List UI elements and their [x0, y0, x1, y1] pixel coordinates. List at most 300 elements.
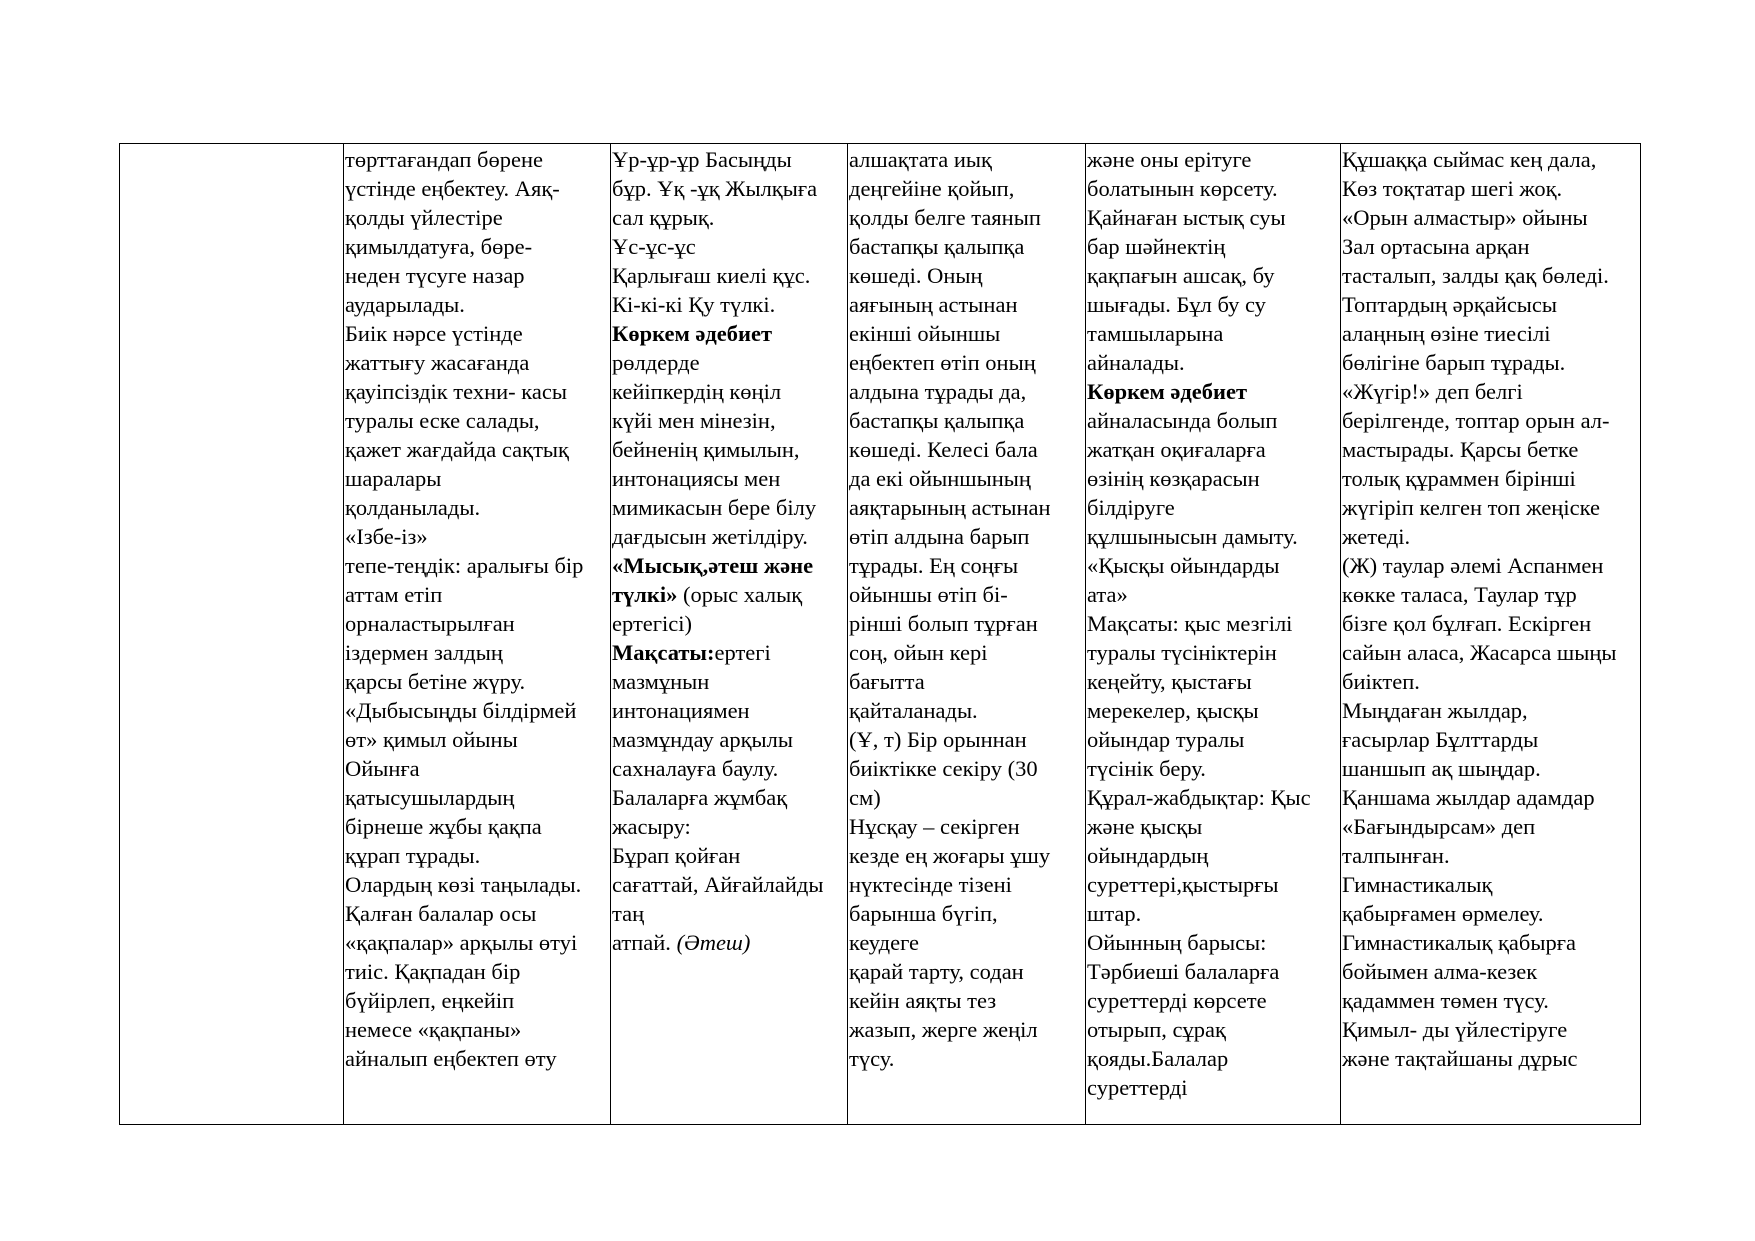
cell-text-line [612, 812, 847, 841]
cell-text-line [345, 870, 610, 899]
text-segment: қолды белге таянып [849, 205, 1041, 230]
text-segment: мазмұндау арқылы [612, 727, 793, 752]
cell-text-line [1087, 174, 1340, 203]
text-segment: қақпағын ашсақ, бу [1087, 263, 1275, 288]
text-segment: Қимыл- ды үйлестіруге [1342, 1017, 1568, 1042]
text-segment: айналып еңбектеп өту [345, 1046, 557, 1071]
cell-text-line [612, 609, 847, 638]
text-segment: қолданылады. [345, 495, 481, 520]
cell-text-line [612, 377, 847, 406]
cell-text-line [1342, 696, 1640, 725]
cell-text-line [1087, 928, 1340, 957]
cell-text-line [1342, 841, 1640, 870]
cell-text-line [1342, 290, 1640, 319]
text-segment: мазмұнын [612, 669, 710, 694]
text-segment: Құрал-жабдықтар: Қыс [1087, 785, 1311, 810]
text-segment: атпай. [612, 930, 677, 955]
text-segment: бірнеше жұбы қақпа [345, 814, 542, 839]
text-segment: күйі мен мінезін, [612, 408, 776, 433]
text-segment: «Бағындырсам» деп [1342, 814, 1536, 839]
table-column-2 [343, 144, 610, 1124]
cell-text-line [1342, 406, 1640, 435]
cell-text-line [1342, 638, 1640, 667]
cell-text-line [1087, 464, 1340, 493]
cell-text-line [1342, 870, 1640, 899]
text-segment: айналады. [1087, 350, 1185, 375]
text-segment: екінші ойыншы [849, 321, 1001, 346]
text-segment: тасталып, залды қақ бөледі. [1342, 263, 1609, 288]
cell-text-line [849, 1015, 1085, 1044]
cell-text-line [849, 174, 1085, 203]
cell-text-line [612, 841, 847, 870]
cell-text-line [612, 406, 847, 435]
cell-text-line [1342, 609, 1640, 638]
cell-text-line [345, 493, 610, 522]
cell-text-line [849, 551, 1085, 580]
cell-text-line [1087, 725, 1340, 754]
text-segment: тамшыларына [1087, 321, 1224, 346]
bold-text: Көркем әдебиет [612, 321, 773, 346]
text-segment: ойындардың [1087, 843, 1209, 868]
text-segment: Кі-кі-кі Қу түлкі. [612, 292, 776, 317]
text-segment: бізге қол бұлғап. Ескірген [1342, 611, 1592, 636]
text-segment: штар. [1087, 901, 1142, 926]
text-segment: қадаммен төмен түсу. [1342, 988, 1549, 1013]
text-segment: қарай тарту, содан [849, 959, 1024, 984]
cell-text-line [1087, 406, 1340, 435]
text-segment: және оны ерітуге [1087, 147, 1252, 172]
cell-text-line [345, 986, 610, 1015]
text-segment: жетеді. [1342, 524, 1411, 549]
text-segment: Мақсаты: қыс мезгілі [1087, 611, 1293, 636]
cell-text-line [1342, 377, 1640, 406]
cell-text-line [1087, 203, 1340, 232]
cell-text-line [345, 319, 610, 348]
text-segment: Гимнастикалық қабырға [1342, 930, 1576, 955]
text-segment: туралы түсініктерін [1087, 640, 1277, 665]
cell-text-line [612, 145, 847, 174]
cell-text-line [1342, 261, 1640, 290]
cell-text-line [849, 783, 1085, 812]
bold-text: Көркем әдебиет [1087, 379, 1248, 404]
text-segment: ертегісі) [612, 611, 692, 636]
cell-text-line [1342, 754, 1640, 783]
cell-text-line [1342, 1044, 1640, 1073]
text-segment: Биік нәрсе үстінде [345, 321, 523, 346]
cell-text-line [1342, 1015, 1640, 1044]
cell-text-line [1087, 522, 1340, 551]
text-segment: аяқтарының астынан [849, 495, 1051, 520]
cell-text-line [345, 957, 610, 986]
cell-text-line [849, 232, 1085, 261]
cell-text-line [849, 377, 1085, 406]
cell-text-line [849, 203, 1085, 232]
text-segment: Ұс-ұс-ұс [612, 234, 696, 259]
cell-text-line [612, 261, 847, 290]
text-segment: көшеді. Оның [849, 263, 983, 288]
text-segment: берілгенде, топтар орын ал- [1342, 408, 1610, 433]
cell-text-line [345, 290, 610, 319]
cell-text-line [1342, 174, 1640, 203]
text-segment: кеудеге [849, 930, 919, 955]
text-segment: немесе «қақпаны» [345, 1017, 522, 1042]
cell-text-line [849, 841, 1085, 870]
text-segment: бастапқы қалыпқа [849, 234, 1025, 259]
text-segment: барынша бүгіп, [849, 901, 998, 926]
cell-text-line [1342, 493, 1640, 522]
cell-text-line [345, 580, 610, 609]
cell-text-line [849, 986, 1085, 1015]
cell-text-line [345, 783, 610, 812]
cell-text-line [849, 464, 1085, 493]
cell-text-line [1087, 986, 1340, 1015]
cell-text-line [1087, 609, 1340, 638]
cell-text-line [345, 667, 610, 696]
table-column-5 [1085, 144, 1340, 1124]
cell-text-line [612, 435, 847, 464]
cell-text-line [612, 319, 847, 348]
cell-text-line [1087, 696, 1340, 725]
cell-text-line [345, 203, 610, 232]
text-segment: Олардың көзі таңылады. [345, 872, 582, 897]
cell-text-line [1342, 899, 1640, 928]
cell-text-line [849, 493, 1085, 522]
text-segment: тұрады. Ең соңғы [849, 553, 1019, 578]
cell-text-line [1087, 783, 1340, 812]
text-segment: туралы еске салады, [345, 408, 540, 433]
cell-text-line [345, 174, 610, 203]
text-segment: нүктесінде тізені [849, 872, 1012, 897]
cell-text-line [1342, 464, 1640, 493]
text-segment: үстінде еңбектеу. Аяқ- [345, 176, 560, 201]
text-segment: қауіпсіздік техни- касы [345, 379, 567, 404]
text-segment: сал құрық. [612, 205, 715, 230]
cell-text-line [849, 580, 1085, 609]
cell-text-line [1342, 725, 1640, 754]
text-segment: отырып, сұрақ [1087, 1017, 1226, 1042]
cell-text-line [612, 580, 847, 609]
text-segment: орналастырылған [345, 611, 515, 636]
cell-text-line [1087, 638, 1340, 667]
text-segment: төрттағандап бөрене [345, 147, 543, 172]
cell-text-line [1087, 870, 1340, 899]
text-segment: алдына тұрады да, [849, 379, 1027, 404]
cell-text-line [1342, 319, 1640, 348]
cell-text-line [849, 522, 1085, 551]
cell-text-line [345, 609, 610, 638]
text-segment: түсінік беру. [1087, 756, 1206, 781]
cell-text-line [1087, 1073, 1340, 1102]
text-segment: ойындар туралы [1087, 727, 1245, 752]
cell-text-line [612, 232, 847, 261]
text-segment: суреттерді [1087, 1075, 1188, 1100]
cell-text-line [1342, 551, 1640, 580]
text-segment: көшеді. Келесі бала [849, 437, 1038, 462]
cell-text-line [849, 609, 1085, 638]
cell-text-line [849, 1044, 1085, 1073]
cell-text-line [849, 261, 1085, 290]
text-segment: өзінің көзқарасын [1087, 466, 1260, 491]
cell-text-line [612, 464, 847, 493]
text-segment: соң, ойын кері [849, 640, 988, 665]
text-segment: сағаттай, Айғайлайды [612, 872, 824, 897]
text-segment: қояды.Балалар [1087, 1046, 1229, 1071]
cell-text-line [345, 754, 610, 783]
text-segment: ғасырлар Бұлттарды [1342, 727, 1539, 752]
cell-text-line [345, 464, 610, 493]
text-segment: Топтардың әрқайсысы [1342, 292, 1558, 317]
cell-text-line [1342, 348, 1640, 377]
text-segment: см) [849, 785, 881, 810]
text-segment: жатқан оқиғаларға [1087, 437, 1266, 462]
text-segment: аттам етіп [345, 582, 443, 607]
cell-text-line [1087, 377, 1340, 406]
text-segment: қолды үйлестіре [345, 205, 503, 230]
text-segment: неден түсуге назар [345, 263, 525, 288]
cell-text-line [849, 638, 1085, 667]
text-segment: «Дыбысыңды білдірмей [345, 698, 577, 723]
text-segment: кезде ең жоғары ұшу [849, 843, 1051, 868]
text-segment: қажет жағдайда сақтық [345, 437, 569, 462]
cell-text-line [849, 696, 1085, 725]
cell-text-line [345, 841, 610, 870]
text-segment: алаңның өзіне тиесілі [1342, 321, 1551, 346]
cell-text-line [1087, 232, 1340, 261]
cell-text-line [345, 1044, 610, 1073]
text-segment: кеңейту, қыстағы [1087, 669, 1252, 694]
cell-text-line [849, 667, 1085, 696]
text-segment: шаншып ақ шыңдар. [1342, 756, 1541, 781]
cell-text-line [612, 348, 847, 377]
text-segment: қатысушылардың [345, 785, 515, 810]
cell-text-line [345, 899, 610, 928]
text-segment: қабырғамен өрмелеу. [1342, 901, 1544, 926]
text-segment: Қайнаған ыстық суы [1087, 205, 1286, 230]
text-segment: Мыңдаған жылдар, [1342, 698, 1528, 723]
text-segment: қимылдатуға, бөре- [345, 234, 533, 259]
cell-text-line [1342, 986, 1640, 1015]
cell-text-line [1087, 899, 1340, 928]
text-segment: да екі ойыншының [849, 466, 1031, 491]
text-segment: «Ізбе-із» [345, 524, 428, 549]
text-segment: «Орын алмастыр» ойыны [1342, 205, 1588, 230]
text-segment: биіктікке секіру (30 [849, 756, 1038, 781]
text-segment: білдіруге [1087, 495, 1175, 520]
cell-text-line [1087, 551, 1340, 580]
text-segment: айналасында болып [1087, 408, 1278, 433]
cell-text-line [345, 812, 610, 841]
text-segment: «қақпалар» арқылы өтуі [345, 930, 578, 955]
bold-text: Мақсаты: [612, 640, 715, 665]
cell-text-line [1087, 1015, 1340, 1044]
text-segment: Ұр-ұр-ұр Басыңды [612, 147, 792, 172]
cell-text-line [612, 696, 847, 725]
cell-text-line [849, 348, 1085, 377]
cell-text-line [1342, 928, 1640, 957]
text-segment: Қаншама жылдар адамдар [1342, 785, 1595, 810]
cell-text-line [1342, 957, 1640, 986]
text-segment: шығады. Бұл бу су [1087, 292, 1266, 317]
text-segment: өт» қимыл ойыны [345, 727, 518, 752]
cell-text-line [1342, 232, 1640, 261]
cell-text-line [1087, 435, 1340, 464]
text-segment: жасыру: [612, 814, 691, 839]
cell-text-line [1087, 493, 1340, 522]
cell-text-line [1087, 145, 1340, 174]
cell-text-line [345, 638, 610, 667]
text-segment: бұр. Ұқ -ұқ Жылқыға [612, 176, 818, 201]
cell-text-line [345, 145, 610, 174]
text-segment: қарсы бетіне жүру. [345, 669, 526, 694]
text-segment: дағдысын жетілдіру. [612, 524, 808, 549]
text-segment: Гимнастикалық [1342, 872, 1493, 897]
cell-text-line [612, 725, 847, 754]
bold-text: түлкі» [612, 582, 678, 607]
cell-text-line [849, 957, 1085, 986]
text-segment: Нұсқау – секірген [849, 814, 1020, 839]
text-segment: интонациямен [612, 698, 750, 723]
text-segment: бастапқы қалыпқа [849, 408, 1025, 433]
text-segment: Бұрап қойған [612, 843, 741, 868]
text-segment: жаттығу жасағанда [345, 350, 530, 375]
cell-text-line [345, 551, 610, 580]
cell-text-line [849, 319, 1085, 348]
cell-text-line [612, 290, 847, 319]
cell-text-line [849, 899, 1085, 928]
text-segment: суреттері,қыстырғы [1087, 872, 1279, 897]
cell-text-line [1342, 522, 1640, 551]
cell-text-line [1342, 435, 1640, 464]
cell-text-line [345, 1015, 610, 1044]
cell-text-line [1087, 957, 1340, 986]
text-segment: құрап тұрады. [345, 843, 481, 868]
cell-text-line [1342, 667, 1640, 696]
text-segment: (орыс халық [677, 582, 803, 607]
text-segment: және қысқы [1087, 814, 1203, 839]
cell-text-line [849, 290, 1085, 319]
cell-text-line [1342, 783, 1640, 812]
table-column-4 [847, 144, 1085, 1124]
cell-text-line [1087, 667, 1340, 696]
cell-text-line [345, 522, 610, 551]
text-segment: аударылады. [345, 292, 465, 317]
bold-text: «Мысық,әтеш және [612, 553, 814, 578]
cell-text-line [1342, 145, 1640, 174]
cell-text-line [345, 261, 610, 290]
text-segment: шаралары [345, 466, 442, 491]
cell-text-line [345, 928, 610, 957]
text-segment: бейненің қимылын, [612, 437, 800, 462]
text-segment: еңбектеп өтіп оның [849, 350, 1036, 375]
cell-text-line [345, 725, 610, 754]
text-segment: ата» [1087, 582, 1128, 607]
cell-text-line [612, 928, 847, 957]
cell-text-line [849, 145, 1085, 174]
text-segment: кейіпкердің көңіл [612, 379, 782, 404]
text-segment: Қарлығаш киелі құс. [612, 263, 811, 288]
cell-text-line [1087, 1044, 1340, 1073]
text-segment: Тәрбиеші балаларға [1087, 959, 1280, 984]
text-segment: деңгейіне қойып, [849, 176, 1015, 201]
text-segment: ойыншы өтіп бі- [849, 582, 1008, 607]
text-segment: қайталанады. [849, 698, 978, 723]
text-segment: толық құраммен бірінші [1342, 466, 1576, 491]
text-segment: іздермен залдың [345, 640, 503, 665]
text-segment: құлшынысын дамыту. [1087, 524, 1298, 549]
text-segment: жазып, жерге жеңіл [849, 1017, 1038, 1042]
text-segment: мастырады. Қарсы бетке [1342, 437, 1579, 462]
text-segment: Ойынның барысы: [1087, 930, 1267, 955]
cell-text-line [1087, 812, 1340, 841]
text-segment: тиіс. Қақпадан бір [345, 959, 521, 984]
cell-text-line [345, 406, 610, 435]
cell-text-line [612, 551, 847, 580]
text-segment: көкке таласа, Таулар тұр [1342, 582, 1577, 607]
text-segment: мимикасын бере білу [612, 495, 817, 520]
text-segment: Қалған балалар осы [345, 901, 537, 926]
text-segment: тепе-теңдік: аралығы бір [345, 553, 584, 578]
text-segment: және тақтайшаны дұрыс [1342, 1046, 1578, 1071]
text-segment: рөлдерде [612, 350, 700, 375]
text-segment: Ойынға [345, 756, 420, 781]
cell-text-line [1087, 841, 1340, 870]
text-segment: ертегі [714, 640, 771, 665]
cell-text-line [849, 754, 1085, 783]
table-column-3 [610, 144, 847, 1124]
italic-text: (Әтеш) [676, 930, 751, 955]
text-segment: алшақтата иық [849, 147, 992, 172]
cell-text-line [1342, 812, 1640, 841]
text-segment: Көз тоқтатар шегі жоқ. [1342, 176, 1563, 201]
cell-text-line [1342, 203, 1640, 232]
lesson-plan-table [119, 143, 1641, 1125]
cell-text-line [1087, 261, 1340, 290]
text-segment: (Ж) таулар әлемі Аспанмен [1342, 553, 1604, 578]
text-segment: Балаларға жұмбақ [612, 785, 788, 810]
text-segment: сайын аласа, Жасарса шыңы [1342, 640, 1617, 665]
text-segment: Зал ортасына арқан [1342, 234, 1530, 259]
text-segment: бойымен алма-кезек [1342, 959, 1538, 984]
text-segment: аяғының астынан [849, 292, 1018, 317]
cell-text-line [612, 203, 847, 232]
cell-text-line [612, 667, 847, 696]
cell-text-line [849, 725, 1085, 754]
text-segment: интонациясы мен [612, 466, 781, 491]
cell-text-line [1087, 290, 1340, 319]
cell-text-line [612, 870, 847, 899]
table-column-1 [120, 144, 343, 1124]
text-segment: бағытта [849, 669, 925, 694]
cell-text-line [1342, 580, 1640, 609]
text-segment: мерекелер, қысқы [1087, 698, 1259, 723]
cell-text-line [1087, 754, 1340, 783]
text-segment: бар шәйнектің [1087, 234, 1226, 259]
text-segment: кейін аяқты тез [849, 988, 997, 1013]
cell-text-line [1087, 319, 1340, 348]
cell-text-line [612, 493, 847, 522]
cell-text-line [1087, 580, 1340, 609]
text-segment: бүйірлеп, еңкейіп [345, 988, 515, 1013]
cell-text-line [345, 435, 610, 464]
text-segment: талпынған. [1342, 843, 1450, 868]
cell-text-line [612, 174, 847, 203]
text-segment: «Қысқы ойындарды [1087, 553, 1280, 578]
text-segment: болатынын көрсету. [1087, 176, 1278, 201]
cell-text-line [849, 406, 1085, 435]
text-segment: биіктеп. [1342, 669, 1420, 694]
text-segment: сахналауға баулу. [612, 756, 779, 781]
text-segment: өтіп алдына барып [849, 524, 1030, 549]
